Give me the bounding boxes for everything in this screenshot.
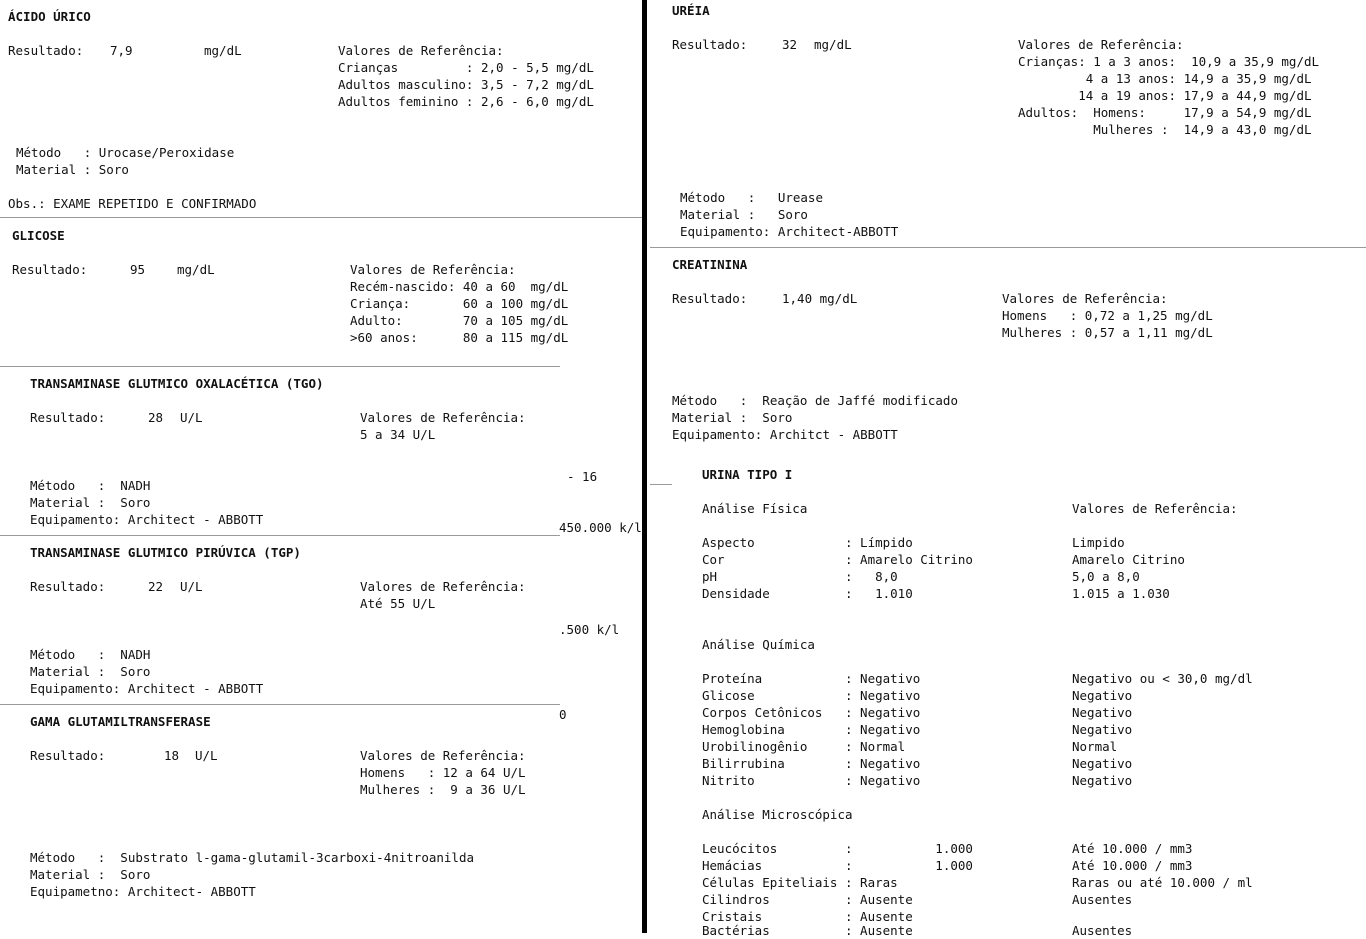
tgp-unit: U/L — [180, 579, 203, 594]
acido-urico-material: Material : Soro — [16, 162, 129, 177]
urina-row-value: : Negativo — [845, 688, 921, 703]
urina-row-value: : Negativo — [845, 756, 921, 771]
urina-row-value: : Límpido — [845, 535, 913, 550]
urina-row-name: Aspecto — [702, 535, 755, 550]
fragment-text: .500 k/l — [559, 622, 620, 637]
tgp-resultado-value: 22 — [148, 579, 164, 594]
section-divider — [650, 247, 1366, 248]
acido-urico-ref-title: Valores de Referência: — [338, 43, 504, 58]
tgo-ref-line: 5 a 34 U/L — [360, 427, 436, 442]
urina-row-ref: Limpido — [1072, 535, 1125, 550]
urina-row-value: : Ausente — [845, 909, 913, 924]
urina-row-value: : Normal — [845, 739, 906, 754]
urina-row-ref: Negativo — [1072, 688, 1133, 703]
acido-urico-ref-line: Crianças : 2,0 - 5,5 mg/dL — [338, 60, 594, 75]
ureia-ref-line: Crianças: 1 a 3 anos: 10,9 a 35,9 mg/dL — [1018, 54, 1320, 69]
glicose-ref-title: Valores de Referência: — [350, 262, 516, 277]
urina-row-ref: 5,0 a 8,0 — [1072, 569, 1140, 584]
creatinina-metodo: Método : Reação de Jaffé modificado — [672, 393, 958, 408]
glicose-unit: mg/dL — [177, 262, 215, 277]
section-divider — [0, 217, 642, 218]
acido-urico-metodo: Método : Urocase/Peroxidase — [16, 145, 235, 160]
ureia-resultado-value: 32 — [782, 37, 798, 52]
tgp-ref-line: Até 55 U/L — [360, 596, 436, 611]
ggt-equipamento: Equipametno: Architect- ABBOTT — [30, 884, 256, 899]
section-divider — [650, 484, 672, 485]
column-divider — [642, 0, 647, 933]
urina-row-name: Hemácias — [702, 858, 763, 873]
ggt-unit: U/L — [195, 748, 218, 763]
creatinina-resultado-label: Resultado: — [672, 291, 748, 306]
creatinina-ref-line: Mulheres : 0,57 a 1,11 mg/dL — [1002, 325, 1213, 340]
tgp-equipamento: Equipamento: Architect - ABBOTT — [30, 681, 264, 696]
glicose-title: GLICOSE — [12, 228, 65, 243]
urina-row-ref: Negativo ou < 30,0 mg/dl — [1072, 671, 1253, 686]
urina-row-name: pH — [702, 569, 718, 584]
urina-row-name: Leucócitos — [702, 841, 778, 856]
glicose-ref-line: >60 anos: 80 a 115 mg/dL — [350, 330, 569, 345]
fragment-text: - 16 — [567, 469, 598, 484]
urina-row-ref: Negativo — [1072, 756, 1133, 771]
urina-row-ref: Amarelo Citrino — [1072, 552, 1185, 567]
urina-title: URINA TIPO I — [702, 467, 793, 482]
ureia-equipamento: Equipamento: Architect-ABBOTT — [680, 224, 899, 239]
ggt-resultado-label: Resultado: — [30, 748, 106, 763]
urina-row-value: : 1.010 — [845, 586, 913, 601]
urina-row-name: Densidade — [702, 586, 770, 601]
urina-row-value: : Negativo — [845, 671, 921, 686]
urina-row-ref: Ausentes — [1072, 923, 1133, 938]
ggt-metodo: Método : Substrato l-gama-glutamil-3carboxi-4nitroanilda — [30, 850, 475, 865]
urina-quimica-title: Análise Química — [702, 637, 815, 652]
ureia-material: Material : Soro — [680, 207, 808, 222]
urina-row-value: : Ausente — [845, 923, 913, 938]
urina-row-name: Bilirrubina — [702, 756, 785, 771]
glicose-ref-line: Adulto: 70 a 105 mg/dL — [350, 313, 569, 328]
ggt-title: GAMA GLUTAMILTRANSFERASE — [30, 714, 211, 729]
glicose-ref-line: Recém-nascido: 40 a 60 mg/dL — [350, 279, 569, 294]
ureia-ref-title: Valores de Referência: — [1018, 37, 1184, 52]
ggt-ref-line: Mulheres : 9 a 36 U/L — [360, 782, 526, 797]
urina-row-name: Bactérias — [702, 923, 770, 938]
acido-urico-resultado-value: 7,9 — [110, 43, 133, 58]
urina-ref-title: Valores de Referência: — [1072, 501, 1238, 516]
acido-urico-ref-line: Adultos feminino : 2,6 - 6,0 mg/dL — [338, 94, 594, 109]
urina-row-ref: Raras ou até 10.000 / ml — [1072, 875, 1253, 890]
creatinina-resultado-value: 1,40 mg/dL — [782, 291, 858, 306]
tgo-ref-title: Valores de Referência: — [360, 410, 526, 425]
tgo-title: TRANSAMINASE GLUTMICO OXALACÉTICA (TGO) — [30, 376, 324, 391]
urina-row-name: Proteína — [702, 671, 763, 686]
urina-row-name: Cristais — [702, 909, 763, 924]
section-divider — [0, 366, 560, 367]
urina-row-value: : Ausente — [845, 892, 913, 907]
creatinina-ref-line: Homens : 0,72 a 1,25 mg/dL — [1002, 308, 1213, 323]
ureia-ref-line: 4 a 13 anos: 14,9 a 35,9 mg/dL — [1018, 71, 1312, 86]
urina-row-value: : 8,0 — [845, 569, 898, 584]
urina-row-name: Glicose — [702, 688, 755, 703]
ureia-ref-line: 14 a 19 anos: 17,9 a 44,9 mg/dL — [1018, 88, 1312, 103]
tgp-ref-title: Valores de Referência: — [360, 579, 526, 594]
tgo-material: Material : Soro — [30, 495, 151, 510]
urina-row-value: : 1.000 — [845, 858, 973, 873]
ureia-unit: mg/dL — [814, 37, 852, 52]
creatinina-title: CREATININA — [672, 257, 748, 272]
ureia-ref-line: Adultos: Homens: 17,9 a 54,9 mg/dL — [1018, 105, 1312, 120]
tgo-equipamento: Equipamento: Architect - ABBOTT — [30, 512, 264, 527]
acido-urico-ref-line: Adultos masculino: 3,5 - 7,2 mg/dL — [338, 77, 594, 92]
urina-row-ref: Até 10.000 / mm3 — [1072, 858, 1193, 873]
tgp-title: TRANSAMINASE GLUTMICO PIRÚVICA (TGP) — [30, 545, 301, 560]
urina-row-ref: Normal — [1072, 739, 1118, 754]
creatinina-equipamento: Equipamento: Architct - ABBOTT — [672, 427, 898, 442]
ggt-ref-title: Valores de Referência: — [360, 748, 526, 763]
acido-urico-resultado-label: Resultado: — [8, 43, 84, 58]
tgo-unit: U/L — [180, 410, 203, 425]
urina-row-name: Cor — [702, 552, 725, 567]
creatinina-ref-title: Valores de Referência: — [1002, 291, 1168, 306]
urina-row-value: : Amarelo Citrino — [845, 552, 973, 567]
section-divider — [0, 704, 560, 705]
urina-row-value: : Raras — [845, 875, 898, 890]
tgp-resultado-label: Resultado: — [30, 579, 106, 594]
section-divider — [0, 535, 560, 536]
urina-row-ref: Até 10.000 / mm3 — [1072, 841, 1193, 856]
urina-row-ref: Negativo — [1072, 705, 1133, 720]
ureia-resultado-label: Resultado: — [672, 37, 748, 52]
creatinina-material: Material : Soro — [672, 410, 793, 425]
urina-row-name: Nitrito — [702, 773, 755, 788]
urina-row-ref: Ausentes — [1072, 892, 1133, 907]
glicose-resultado-label: Resultado: — [12, 262, 88, 277]
ggt-resultado-value: 18 — [164, 748, 180, 763]
urina-row-ref: 1.015 a 1.030 — [1072, 586, 1170, 601]
urina-row-name: Urobilinogênio — [702, 739, 808, 754]
urina-row-value: : 1.000 — [845, 841, 973, 856]
ureia-metodo: Método : Urease — [680, 190, 823, 205]
ggt-ref-line: Homens : 12 a 64 U/L — [360, 765, 526, 780]
urina-row-name: Hemoglobina — [702, 722, 785, 737]
acido-urico-obs: Obs.: EXAME REPETIDO E CONFIRMADO — [8, 196, 257, 211]
fragment-text: 450.000 k/l — [559, 520, 642, 535]
urina-row-value: : Negativo — [845, 705, 921, 720]
tgp-metodo: Método : NADH — [30, 647, 151, 662]
tgo-resultado-label: Resultado: — [30, 410, 106, 425]
urina-row-name: Corpos Cetônicos — [702, 705, 823, 720]
ureia-ref-line: Mulheres : 14,9 a 43,0 mg/dL — [1018, 122, 1312, 137]
tgo-metodo: Método : NADH — [30, 478, 151, 493]
glicose-ref-line: Criança: 60 a 100 mg/dL — [350, 296, 569, 311]
urina-fisica-title: Análise Física — [702, 501, 808, 516]
urina-row-value: : Negativo — [845, 773, 921, 788]
tgp-material: Material : Soro — [30, 664, 151, 679]
urina-row-value: : Negativo — [845, 722, 921, 737]
ggt-material: Material : Soro — [30, 867, 151, 882]
urina-row-ref: Negativo — [1072, 722, 1133, 737]
acido-urico-title: ÁCIDO ÚRICO — [8, 9, 91, 24]
urina-row-name: Cilindros — [702, 892, 770, 907]
fragment-text: 0 — [559, 707, 567, 722]
ureia-title: URÉIA — [672, 3, 710, 18]
tgo-resultado-value: 28 — [148, 410, 164, 425]
acido-urico-unit: mg/dL — [204, 43, 242, 58]
glicose-resultado-value: 95 — [130, 262, 146, 277]
urina-row-ref: Negativo — [1072, 773, 1133, 788]
urina-micro-title: Análise Microscópica — [702, 807, 853, 822]
urina-row-name: Células Epiteliais — [702, 875, 838, 890]
